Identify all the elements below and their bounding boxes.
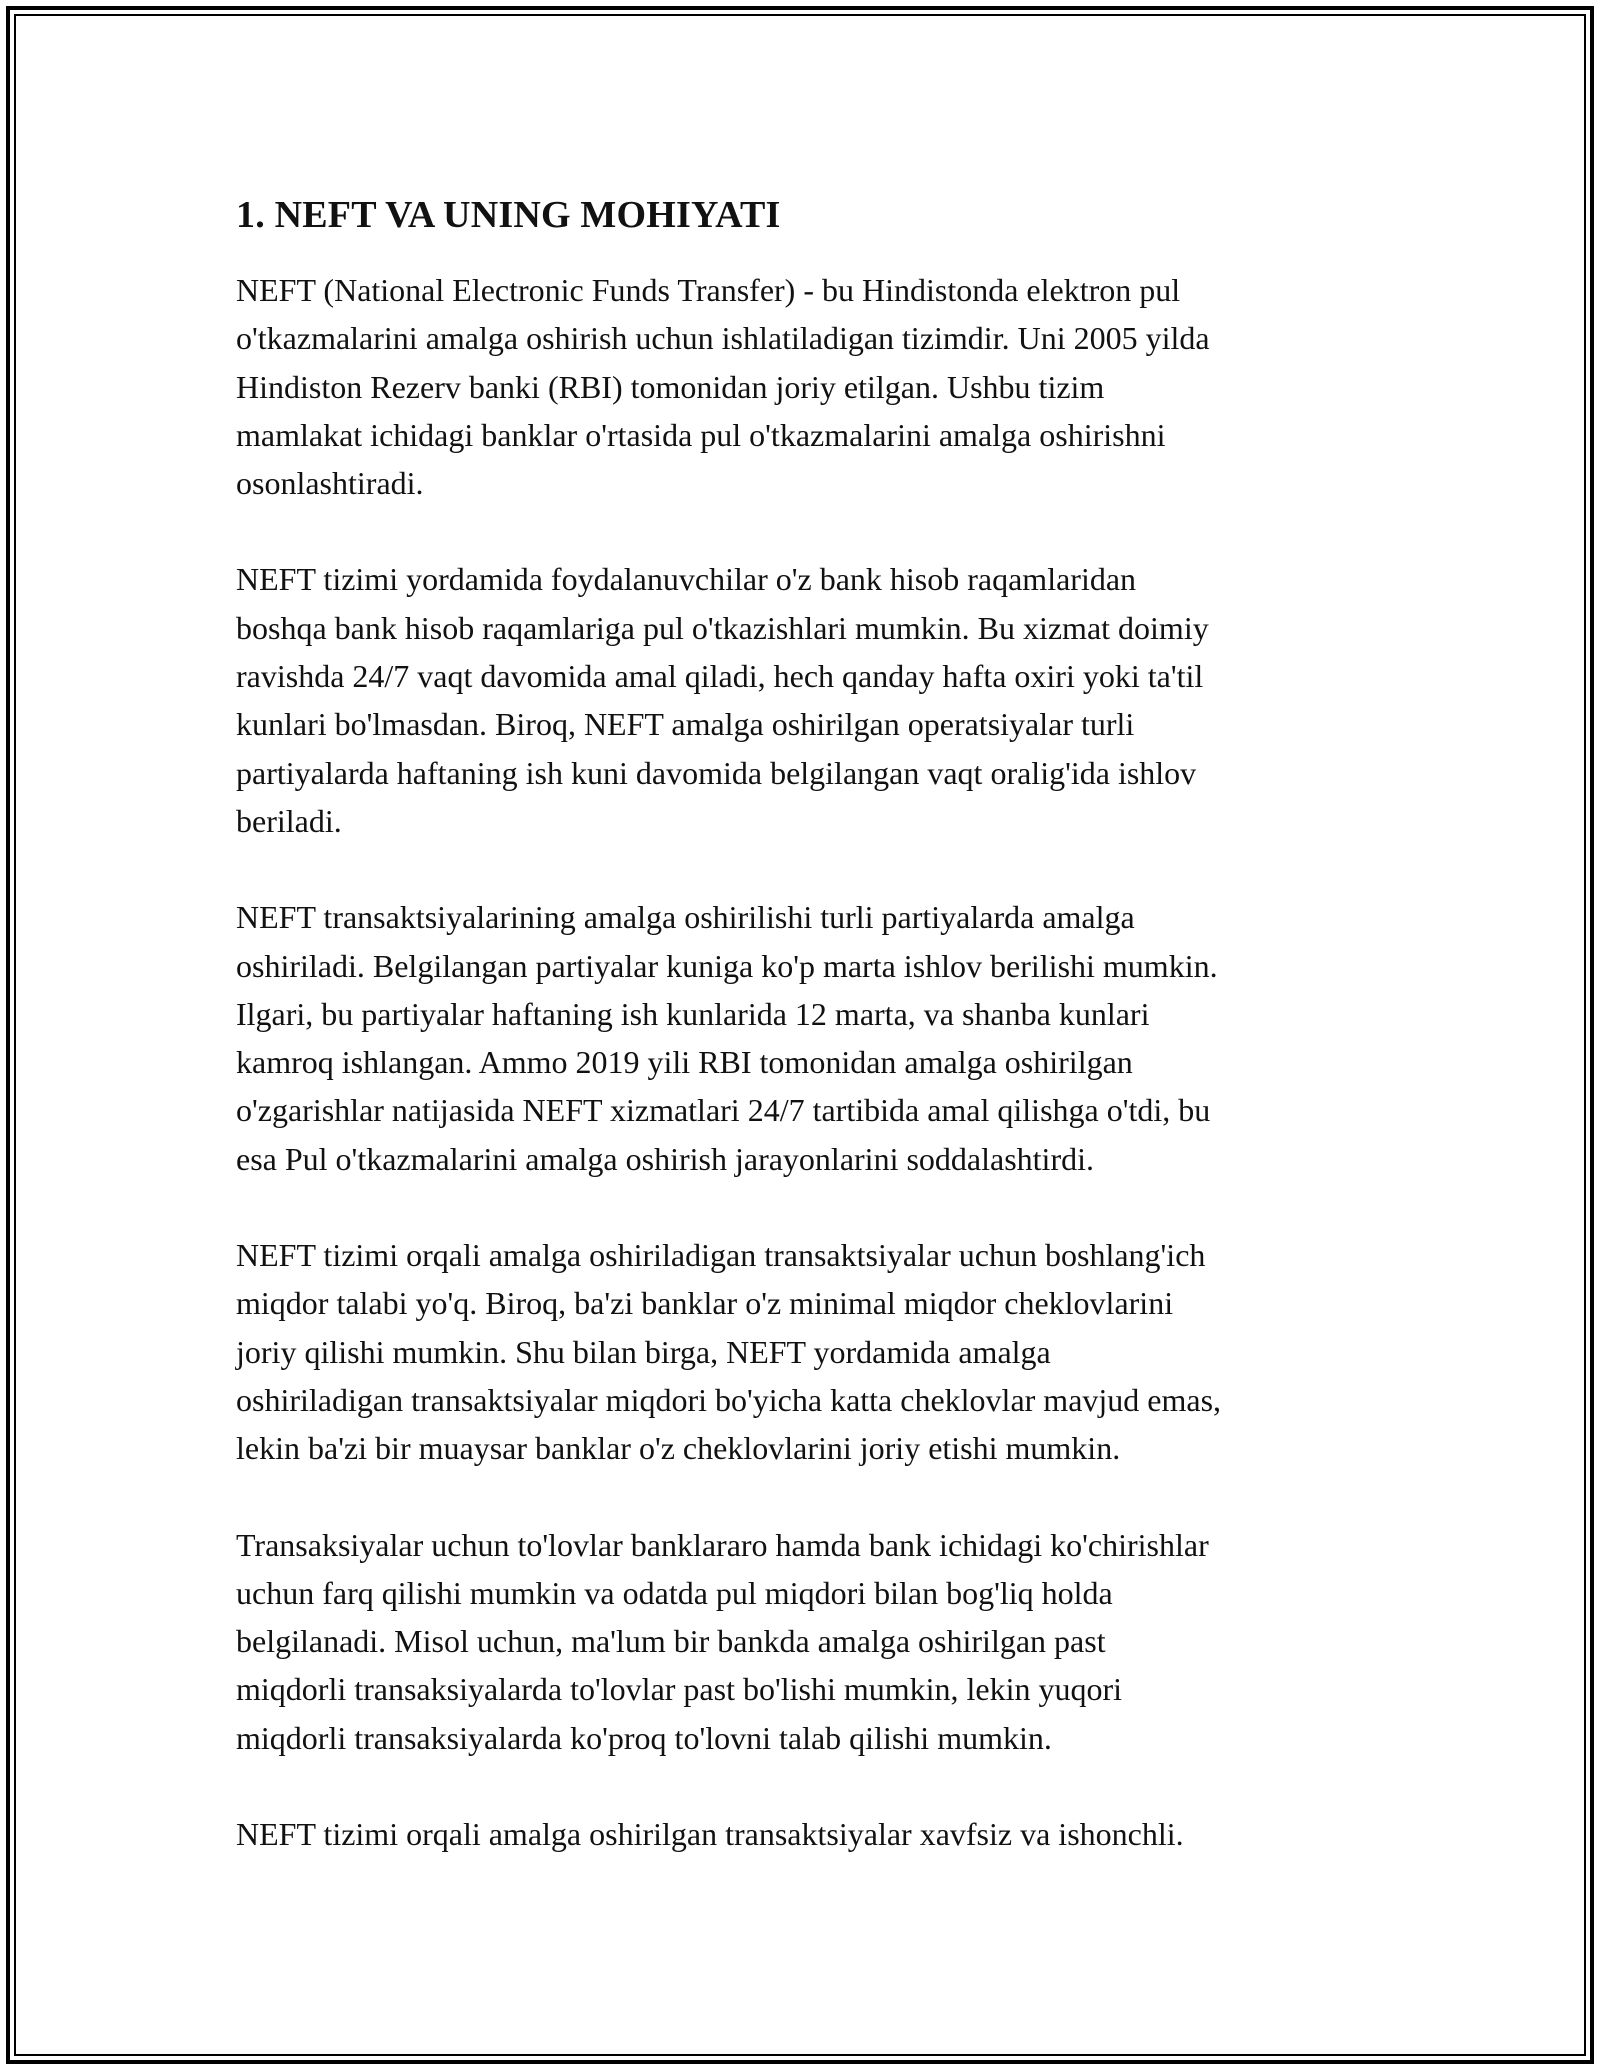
text-line: oshiriladigan transaktsiyalar miqdori bo'yicha katta cheklovlar mavjud emas, [236, 1381, 1222, 1418]
text-line: partiyalarda haftaning ish kuni davomida belgilangan vaqt oralig'ida ishlov [236, 754, 1197, 791]
text-line: NEFT (National Electronic Funds Transfer) - bu Hindistonda elektron pul [236, 272, 1181, 308]
text-line: NEFT tizimi yordamida foydalanuvchilar o'z bank hisob raqamlaridan [236, 561, 1137, 598]
text-line: belgilanadi. Misol uchun, ma'lum bir bankda amalga oshirilgan past [236, 1623, 1106, 1660]
document-body [236, 190, 1376, 1906]
paragraph-6 [236, 1810, 1376, 1858]
text-line: NEFT tizimi orqali amalga oshirilgan transaktsiyalar xavfsiz va ishonchli. [236, 1816, 1184, 1853]
paragraph-5 [236, 1521, 1376, 1762]
text-line: NEFT tizimi orqali amalga oshiriladigan transaktsiyalar uchun boshlang'ich [236, 1237, 1206, 1274]
paragraph-2 [236, 555, 1376, 845]
text-line: NEFT transaktsiyalarining amalga oshirilishi turli partiyalarda amalga [236, 899, 1135, 936]
text-line: beriladi. [236, 802, 342, 839]
text-line: uchun farq qilishi mumkin va odatda pul miqdori bilan bog'liq holda [236, 1574, 1113, 1611]
text-line: Transaksiyalar uchun to'lovlar banklararo hamda bank ichidagi ko'chirishlar [236, 1526, 1209, 1563]
text-line: o'tkazmalarini amalga oshirish uchun ishlatiladigan tizimdir. Uni 2005 yilda [236, 320, 1210, 357]
text-line: osonlashtiradi. [236, 465, 424, 502]
text-line: Hindiston Rezerv banki (RBI) tomonidan joriy etilgan. Ushbu tizim [236, 368, 1105, 405]
text-line: ravishda 24/7 vaqt davomida amal qiladi, hech qanday hafta oxiri yoki ta'til [236, 658, 1204, 695]
text-line: Ilgari, bu partiyalar haftaning ish kunlarida 12 marta, va shanba kunlari [236, 995, 1150, 1032]
text-line: lekin ba'zi bir muaysar banklar o'z cheklovlarini joriy etishi mumkin. [236, 1430, 1121, 1467]
text-line: o'zgarishlar natijasida NEFT xizmatlari 24/7 tartibida amal qilishga o'tdi, bu [236, 1092, 1211, 1129]
text-line: oshiriladi. Belgilangan partiyalar kuniga ko'p marta ishlov berilishi mumkin. [236, 947, 1218, 984]
text-line: miqdor talabi yo'q. Biroq, ba'zi banklar o'z minimal miqdor cheklovlarini [236, 1285, 1174, 1322]
paragraph-4 [236, 1231, 1376, 1472]
document-title: 1. NEFT VA UNING MOHIYATI [236, 194, 781, 236]
text-line: esa Pul o'tkazmalarini amalga oshirish jarayonlarini soddalashtirdi. [236, 1140, 1094, 1177]
text-line: joriy qilishi mumkin. Shu bilan birga, NEFT yordamida amalga [236, 1333, 1051, 1370]
text-line: kamroq ishlangan. Ammo 2019 yili RBI tomonidan amalga oshirilgan [236, 1044, 1133, 1081]
paragraph-1 [236, 266, 1376, 507]
text-line: kunlari bo'lmasdan. Biroq, NEFT amalga oshirilgan operatsiyalar turli [236, 706, 1135, 743]
text-line: miqdorli transaksiyalarda to'lovlar past bo'lishi mumkin, lekin yuqori [236, 1671, 1123, 1708]
text-line: boshqa bank hisob raqamlariga pul o'tkazishlari mumkin. Bu xizmat doimiy [236, 609, 1209, 646]
text-line: miqdorli transaksiyalarda ko'proq to'lovni talab qilishi mumkin. [236, 1719, 1052, 1756]
text-line: mamlakat ichidagi banklar o'rtasida pul o'tkazmalarini amalga oshirishni [236, 416, 1166, 453]
paragraph-3 [236, 893, 1376, 1183]
